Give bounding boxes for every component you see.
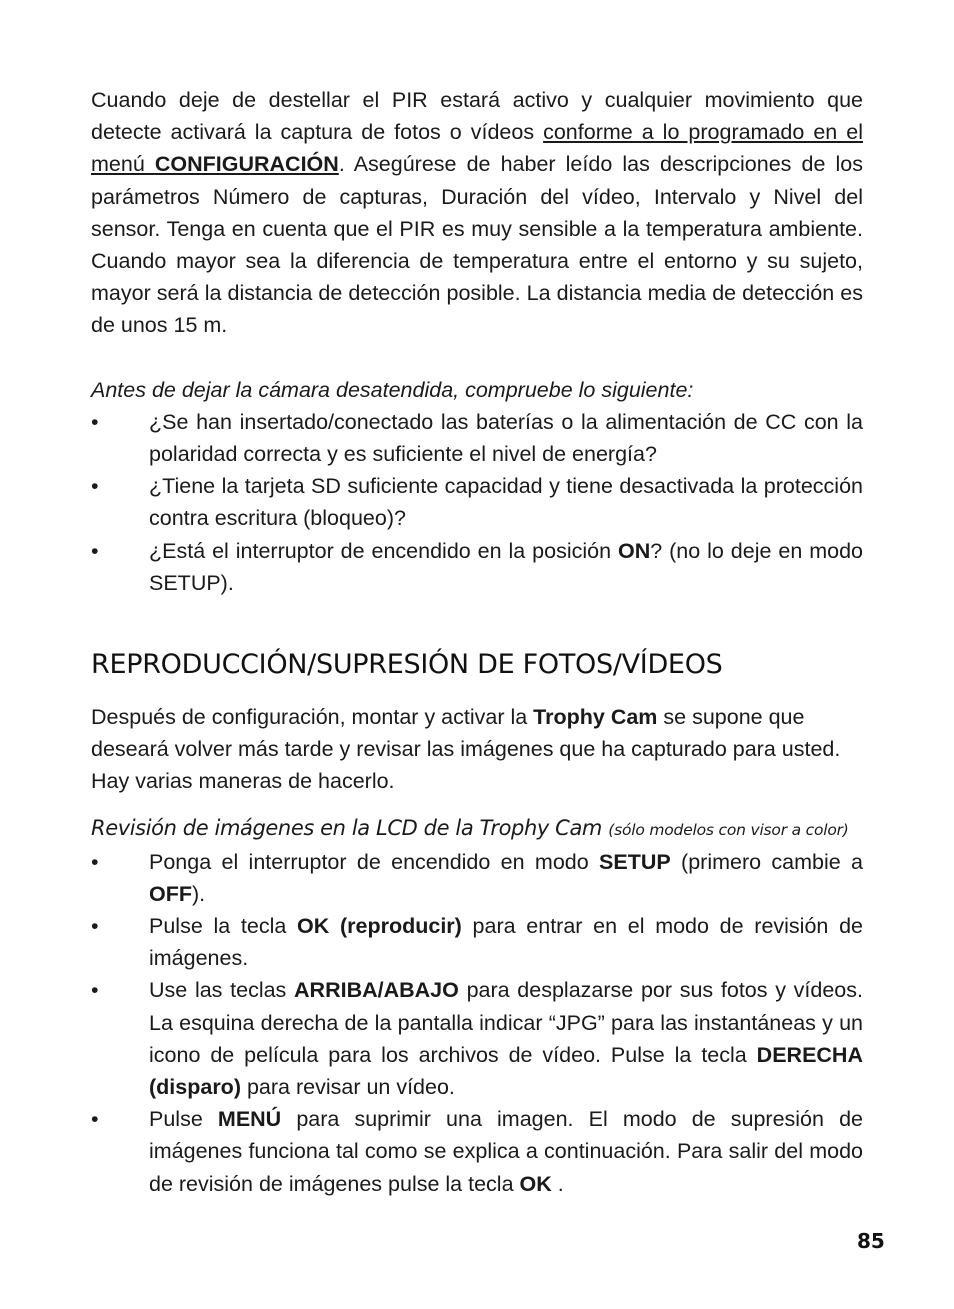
text-bold: DERECHA (disparo): [149, 1042, 863, 1100]
list-item: [91, 974, 863, 1103]
list-item: [91, 910, 863, 974]
text-run: para revisar un vídeo.: [240, 1075, 455, 1100]
text-run: (primero cambie a: [670, 849, 864, 874]
bullet: •: [91, 849, 99, 874]
text-bold: OK: [519, 1171, 552, 1196]
text-run: conforme a lo programado en el menú: [91, 120, 863, 177]
text-run: Ponga el interruptor de encendido en modo: [149, 849, 600, 874]
checklist: [91, 406, 863, 599]
pir-paragraph: [91, 84, 863, 342]
text-bold: MENÚ: [217, 1107, 282, 1132]
text-run: para suprimir una imagen. El modo de supresión de imágenes funciona tal como se explica a continuación. Para salir del modo de revisión de imágenes pulse la tecla: [149, 1107, 863, 1196]
text-run: Pulse: [149, 1107, 218, 1132]
bullet: •: [91, 914, 99, 939]
bullet: •: [91, 409, 99, 434]
text-bold: ARRIBA/ABAJO: [294, 978, 459, 1003]
list-item: [91, 535, 863, 599]
text-run: ).: [192, 881, 206, 906]
text-run: Use las teclas: [149, 978, 295, 1003]
text-bold: OFF: [149, 881, 192, 906]
text-run: ¿Tiene la tarjeta SD suficiente capacidad y tiene desactivada la protección contra escritura (bloqueo)?: [149, 474, 863, 531]
text-run: Pulse la tecla: [149, 914, 298, 939]
spacer: [91, 342, 863, 374]
list-item: [91, 406, 863, 470]
text-bold: ON: [617, 538, 651, 563]
text-run: Cuando deje de destellar el PIR estará activo y cualquier movimiento que detecte activará la captura de fotos o vídeos: [91, 88, 863, 145]
text-run: . Asegúrese de haber leído las descripciones de los parámetros Número de capturas, Duración del vídeo, Intervalo y Nivel del sensor. Tenga en cuenta que el PIR es muy sensible a la temperatura ambiente. Cuando mayor sea la diferencia de temperatura entre el entorno y su sujeto, mayor será la distancia de detección posible. La distancia media de detección es de unos 15 m.: [91, 152, 863, 338]
checklist-lead: Antes de dejar la cámara desatendida, compruebe lo siguiente:: [91, 377, 694, 402]
text-bold: SETUP: [599, 849, 671, 874]
text-run: ¿Se han insertado/conectado las baterías o la alimentación de CC con la polaridad correcta y es suficiente el nivel de energía?: [149, 409, 863, 467]
section-heading: REPRODUCCIÓN/SUPRESIÓN DE FOTOS/VÍDEOS: [91, 649, 723, 681]
text-bold: OK (reproducir): [297, 914, 462, 939]
text-run: Revisión de imágenes en la LCD de la Trophy Cam: [91, 815, 609, 840]
list-item: [91, 470, 863, 534]
text-run: para desplazarse por sus fotos y vídeos. La esquina derecha de la pantalla indicar “JPG” para las instantáneas y un icono de película para los archivos de vídeo. Pulse la tecla: [149, 978, 863, 1067]
text-run: ? (no lo deje en modo SETUP).: [149, 538, 863, 595]
section-intro: [91, 701, 863, 798]
subsection-heading: [91, 812, 863, 846]
subsection-note: (sólo modelos con visor a color): [608, 820, 849, 839]
list-item: [91, 1103, 863, 1200]
document-page: [91, 84, 863, 1200]
list-item: [91, 846, 863, 910]
page-number: 85: [857, 1229, 885, 1253]
text-run: .: [551, 1171, 564, 1196]
bullet: •: [91, 474, 99, 499]
text-run: Después de configuración, montar y activar la: [91, 705, 534, 730]
bullet: •: [91, 1107, 99, 1132]
bullet: •: [91, 978, 99, 1003]
text-run: para entrar en el modo de revisión de imágenes.: [149, 914, 863, 971]
text-run: se supone que deseará volver más tarde y revisar las imágenes que ha capturado para usted. Hay varias maneras de hacerlo.: [91, 705, 841, 794]
review-steps: [91, 846, 863, 1200]
config-menu-name: CONFIGURACIÓN: [154, 152, 339, 177]
text-run: ¿Está el interruptor de encendido en la posición: [149, 538, 618, 563]
bullet: •: [91, 538, 99, 563]
product-name: Trophy Cam: [533, 705, 658, 730]
